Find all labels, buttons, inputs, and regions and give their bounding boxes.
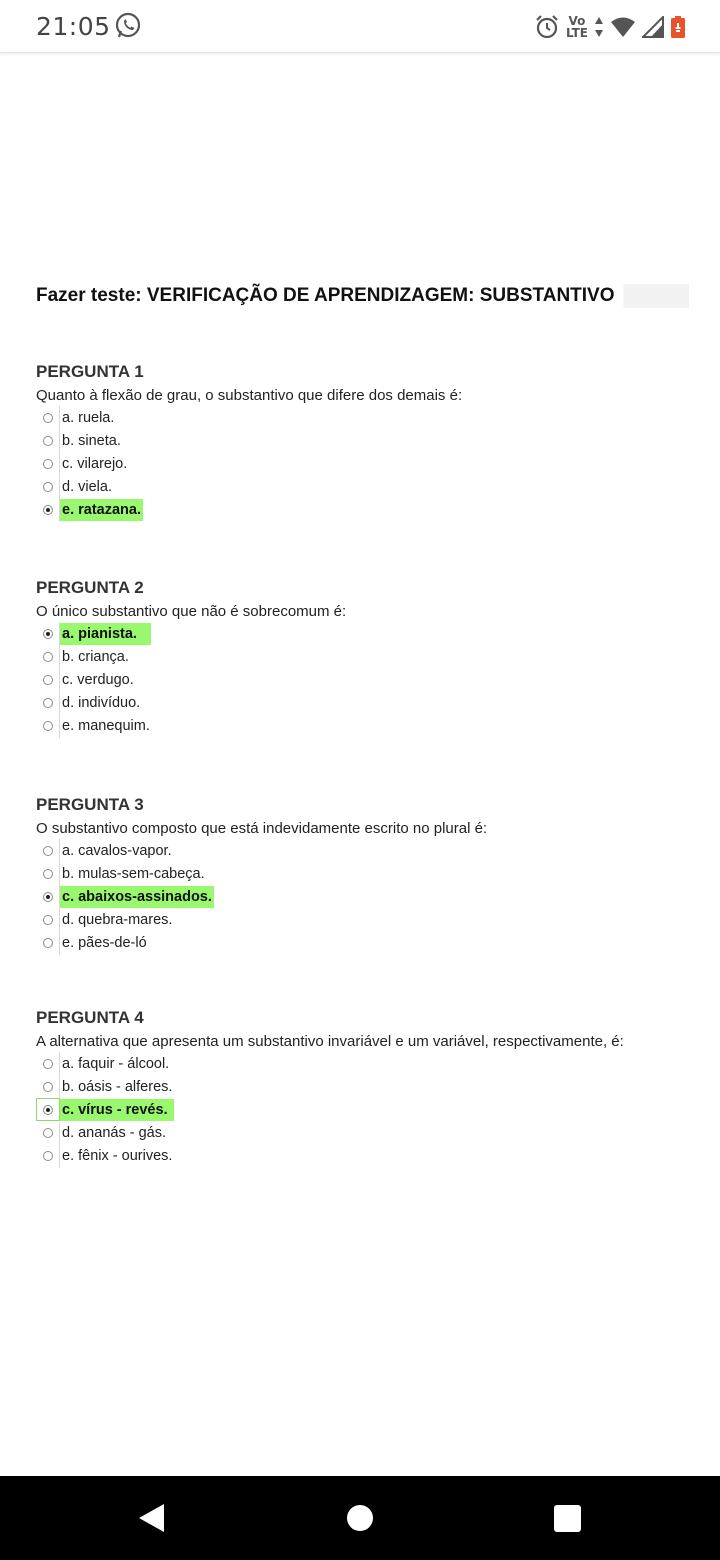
option-label: b. criança. <box>62 648 129 665</box>
radio-button[interactable] <box>43 938 53 948</box>
radio-button[interactable] <box>43 436 53 446</box>
radio-cell <box>36 692 60 715</box>
radio-button-checked[interactable] <box>43 629 53 639</box>
radio-cell <box>36 622 60 645</box>
question-title: PERGUNTA 4 <box>36 1008 144 1027</box>
radio-cell <box>36 1052 60 1075</box>
radio-button[interactable] <box>43 482 53 492</box>
option-b[interactable] <box>36 645 696 668</box>
radio-cell <box>36 452 60 475</box>
question-1 <box>36 361 696 522</box>
data-arrows-icon <box>594 16 604 38</box>
whatsapp-icon <box>114 12 142 40</box>
radio-cell <box>36 429 60 452</box>
volte-bottom-text: LTE <box>565 26 588 40</box>
option-label: d. viela. <box>62 479 112 496</box>
radio-cell <box>36 1122 60 1145</box>
option-e[interactable] <box>36 499 696 522</box>
volte-icon <box>566 15 588 39</box>
radio-button[interactable] <box>43 846 53 856</box>
back-icon[interactable] <box>137 1503 167 1533</box>
option-c[interactable] <box>36 452 696 475</box>
radio-cell <box>36 885 60 908</box>
radio-cell <box>36 715 60 738</box>
radio-cell <box>36 499 60 522</box>
option-a[interactable] <box>36 839 696 862</box>
option-e[interactable] <box>36 1145 696 1168</box>
radio-cell <box>36 909 60 932</box>
option-label: e. pães-de-ló <box>62 935 147 952</box>
option-label: c. vilarejo. <box>62 455 128 472</box>
question-3 <box>36 794 696 955</box>
signal-icon <box>642 16 664 38</box>
option-label: a. faquir - álcool. <box>62 1055 170 1072</box>
option-label: a. cavalos-vapor. <box>62 842 172 859</box>
radio-button[interactable] <box>43 721 53 731</box>
option-d[interactable] <box>36 476 696 499</box>
status-icons <box>534 12 686 42</box>
option-c[interactable] <box>36 668 696 691</box>
option-d[interactable] <box>36 909 696 932</box>
question-text: O único substantivo que não é sobrecomum é: <box>36 603 347 620</box>
radio-button-checked[interactable] <box>43 505 53 515</box>
radio-button[interactable] <box>43 1151 53 1161</box>
radio-cell <box>36 1145 60 1168</box>
option-e[interactable] <box>36 715 696 738</box>
wifi-icon <box>610 16 636 38</box>
radio-button[interactable] <box>43 869 53 879</box>
option-label: b. oásis - alferes. <box>62 1078 173 1095</box>
option-label: e. manequim. <box>62 718 150 735</box>
option-d[interactable] <box>36 1122 696 1145</box>
option-d[interactable] <box>36 692 696 715</box>
option-e[interactable] <box>36 932 696 955</box>
radio-cell <box>36 862 60 885</box>
option-label: e. fênix - ourives. <box>62 1148 173 1165</box>
question-title: PERGUNTA 2 <box>36 578 144 597</box>
navigation-bar <box>0 1476 720 1560</box>
question-text: Quanto à flexão de grau, o substantivo que difere dos demais é: <box>36 387 463 404</box>
radio-button[interactable] <box>43 698 53 708</box>
radio-button[interactable] <box>43 413 53 423</box>
radio-button[interactable] <box>43 915 53 925</box>
option-label: d. ananás - gás. <box>62 1125 166 1142</box>
volte-top-text: Vo <box>568 14 586 28</box>
option-label: c. verdugo. <box>62 671 134 688</box>
question-2 <box>36 577 696 738</box>
radio-cell <box>36 839 60 862</box>
question-title: PERGUNTA 1 <box>36 362 144 381</box>
question-text: A alternativa que apresenta um substantivo invariável e um variável, respectivamente, é: <box>36 1033 624 1050</box>
radio-button[interactable] <box>43 652 53 662</box>
recent-apps-icon[interactable] <box>554 1505 581 1532</box>
option-label: d. quebra-mares. <box>62 912 173 929</box>
option-b[interactable] <box>36 1075 696 1098</box>
option-a[interactable] <box>36 1052 696 1075</box>
radio-cell <box>36 406 60 429</box>
option-label-selected: e. ratazana. <box>60 499 143 521</box>
option-c[interactable] <box>36 885 696 908</box>
battery-icon <box>670 15 686 39</box>
radio-cell <box>36 645 60 668</box>
radio-cell <box>36 668 60 691</box>
option-c[interactable] <box>36 1098 696 1121</box>
option-label-selected: c. abaixos-assinados. <box>60 886 214 908</box>
radio-button[interactable] <box>43 1128 53 1138</box>
option-b[interactable] <box>36 862 696 885</box>
option-label: a. ruela. <box>62 409 115 426</box>
option-a[interactable] <box>36 622 696 645</box>
radio-cell <box>36 476 60 499</box>
page-title: Fazer teste: VERIFICAÇÃO DE APRENDIZAGEM: SUBSTANTIVO <box>36 284 689 308</box>
radio-button[interactable] <box>43 459 53 469</box>
radio-button[interactable] <box>43 1082 53 1092</box>
radio-cell <box>36 932 60 955</box>
radio-button-checked[interactable] <box>43 892 53 902</box>
question-title: PERGUNTA 3 <box>36 795 144 814</box>
status-bar <box>0 0 720 53</box>
question-text: O substantivo composto que está indevidamente escrito no plural é: <box>36 820 488 837</box>
option-label-selected: a. pianista. <box>60 623 151 645</box>
radio-button[interactable] <box>43 675 53 685</box>
status-time: 21:05 <box>36 12 111 41</box>
option-label: b. mulas-sem-cabeça. <box>62 865 205 882</box>
radio-button[interactable] <box>43 1059 53 1069</box>
option-a[interactable] <box>36 406 696 429</box>
radio-cell <box>36 1098 60 1121</box>
radio-button-checked[interactable] <box>43 1105 53 1115</box>
radio-cell <box>36 1075 60 1098</box>
option-label: d. indivíduo. <box>62 695 141 712</box>
option-label: b. sineta. <box>62 432 121 449</box>
home-icon[interactable] <box>347 1505 373 1531</box>
alarm-icon <box>534 14 560 40</box>
option-label-selected: c. vírus - revés. <box>60 1099 174 1121</box>
question-4 <box>36 1007 696 1168</box>
option-b[interactable] <box>36 429 696 452</box>
